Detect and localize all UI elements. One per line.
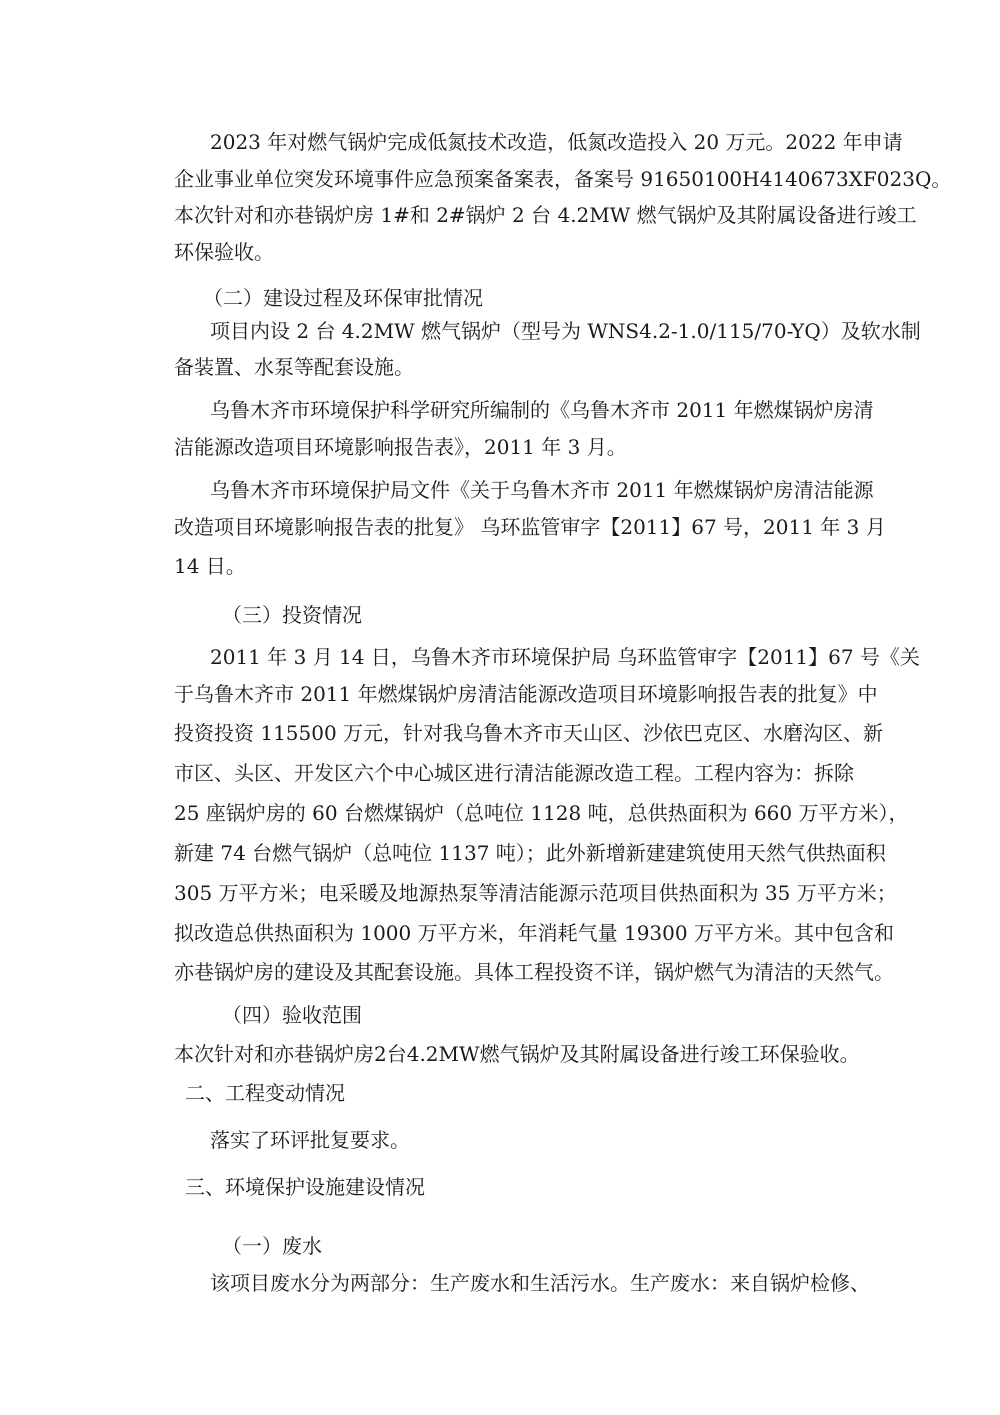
- text-line: 备装置、水泵等配套设施。: [174, 355, 414, 379]
- text-line: 25 座锅炉房的 60 台燃煤锅炉（总吨位 1128 吨，总供热面积为 660 万平方米），: [174, 801, 909, 825]
- text-line: 环保验收。: [174, 240, 274, 264]
- text-line: 企业事业单位突发环境事件应急预案备案表，备案号 91650100H4140673XF023Q。: [174, 167, 952, 191]
- text-line: 乌鲁木齐市环境保护科学研究所编制的《乌鲁木齐市 2011 年燃煤锅炉房清: [210, 398, 874, 422]
- text-line: 洁能源改造项目环境影响报告表》，2011 年 3 月。: [174, 435, 627, 459]
- text-line: 本次针对和亦巷锅炉房 1#和 2#锅炉 2 台 4.2MW 燃气锅炉及其附属设备进行竣工: [174, 203, 917, 227]
- section-heading: （一）废水: [222, 1234, 322, 1258]
- text-line: 市区、头区、开发区六个中心城区进行清洁能源改造工程。工程内容为：拆除: [174, 761, 854, 785]
- section-heading: （四）验收范围: [222, 1003, 362, 1027]
- text-line: 305 万平方米；电采暖及地源热泵等清洁能源示范项目供热面积为 35 万平方米；: [174, 881, 897, 905]
- section-heading: 二、工程变动情况: [185, 1081, 345, 1105]
- text-line: 2011 年 3 月 14 日，乌鲁木齐市环境保护局 乌环监管审字【2011】67 号《关: [210, 645, 920, 669]
- text-line: 改造项目环境影响报告表的批复》 乌环监管审字【2011】67 号，2011 年 3 月: [174, 515, 886, 539]
- text-line: 2023 年对燃气锅炉完成低氮技术改造，低氮改造投入 20 万元。2022 年申请: [210, 130, 903, 154]
- text-line: 投资投资 115500 万元，针对我乌鲁木齐市天山区、沙依巴克区、水磨沟区、新: [174, 721, 884, 745]
- text-line: 乌鲁木齐市环境保护局文件《关于乌鲁木齐市 2011 年燃煤锅炉房清洁能源: [210, 478, 874, 502]
- text-line: 本次针对和亦巷锅炉房2台4.2MW燃气锅炉及其附属设备进行竣工环保验收。: [174, 1042, 860, 1066]
- text-line: 落实了环评批复要求。: [210, 1128, 410, 1152]
- text-line: 项目内设 2 台 4.2MW 燃气锅炉（型号为 WNS4.2-1.0/115/70-YQ）及软水制: [210, 319, 921, 343]
- text-line: 亦巷锅炉房的建设及其配套设施。具体工程投资不详，锅炉燃气为清洁的天然气。: [174, 960, 894, 984]
- text-line: 该项目废水分为两部分：生产废水和生活污水。生产废水：来自锅炉检修、: [210, 1271, 870, 1295]
- section-heading: （三）投资情况: [222, 603, 362, 627]
- text-line: 于乌鲁木齐市 2011 年燃煤锅炉房清洁能源改造项目环境影响报告表的批复》中: [174, 682, 878, 706]
- text-line: 拟改造总供热面积为 1000 万平方米，年消耗气量 19300 万平方米。其中包含和: [174, 921, 894, 945]
- section-heading: 三、环境保护设施建设情况: [185, 1175, 425, 1199]
- text-line: 新建 74 台燃气锅炉（总吨位 1137 吨）；此外新增新建建筑使用天然气供热面积: [174, 841, 886, 865]
- text-line: 14 日。: [174, 554, 246, 578]
- section-heading: （二）建设过程及环保审批情况: [203, 286, 483, 310]
